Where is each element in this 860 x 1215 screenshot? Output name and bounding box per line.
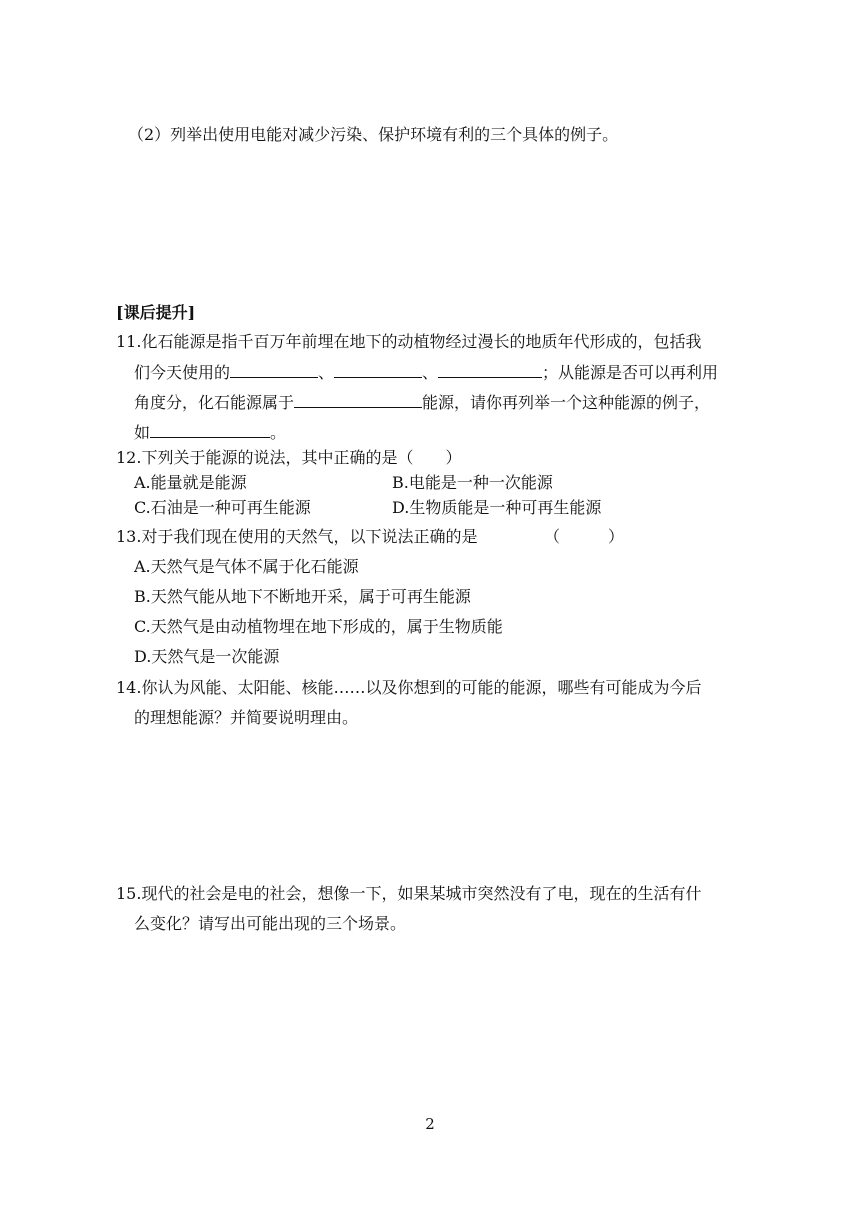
page-number: 2 (425, 1115, 435, 1133)
q11-blank-2[interactable] (334, 361, 422, 378)
q11-blank-5[interactable] (150, 421, 270, 438)
q11-blank-3[interactable] (438, 361, 542, 378)
q13-option-d: D.天然气是一次能源 (134, 647, 280, 666)
q11-line-4 (134, 421, 286, 444)
q15-line-1: 15.现代的社会是电的社会，想像一下，如果某城市突然没有了电，现在的生活有什 (116, 884, 702, 903)
q11-line-4-end: 。 (270, 423, 287, 442)
q11-sep-2: 、 (422, 363, 439, 382)
q13-option-c: C.天然气是由动植物埋在地下形成的，属于生物质能 (134, 617, 503, 636)
q12-option-d: D.生物质能是一种可再生能源 (392, 498, 602, 517)
q12-option-c: C.石油是一种可再生能源 (134, 498, 311, 517)
q14-line-2: 的理想能源？并简要说明理由。 (134, 708, 359, 727)
q11-sep-1: 、 (318, 363, 335, 382)
question-10-part-2: （2）列举出使用电能对减少污染、保护环境有利的三个具体的例子。 (128, 125, 619, 144)
q11-line-4-text: 如 (134, 423, 151, 442)
q11-line-3-text: 角度分，化石能源属于 (134, 393, 295, 412)
section-title: [课后提升] (116, 303, 196, 322)
q13-option-b: B.天然气能从地下不断地开采，属于可再生能源 (134, 587, 471, 606)
q11-line-3-end: 能源，请你再列举一个这种能源的例子， (422, 393, 711, 412)
q12-option-a: A.能量就是能源 (134, 473, 247, 492)
q12-option-b: B.电能是一种一次能源 (392, 473, 553, 492)
q11-line-2-end: ；从能源是否可以再利用 (542, 363, 719, 382)
q13-option-a: A.天然气是气体不属于化石能源 (134, 557, 359, 576)
q11-line-3 (134, 391, 710, 414)
q14-line-1: 14.你认为风能、太阳能、核能……以及你想到的可能的能源，哪些有可能成为今后 (116, 678, 702, 697)
q11-blank-4[interactable] (294, 391, 422, 408)
q11-line-1: 11.化石能源是指千百万年前埋在地下的动植物经过漫长的地质年代形成的，包括我 (116, 332, 702, 351)
q11-blank-1[interactable] (230, 361, 318, 378)
q12-stem: 12.下列关于能源的说法，其中正确的是（ ） (116, 448, 462, 467)
q15-line-2: 么变化？请写出可能出现的三个场景。 (134, 914, 407, 933)
q13-stem: 13.对于我们现在使用的天然气，以下说法正确的是 (116, 527, 478, 546)
q11-line-2 (134, 361, 718, 384)
q13-answer-bracket: （ ） (544, 527, 625, 546)
q11-line-2-text: 们今天使用的 (134, 363, 231, 382)
